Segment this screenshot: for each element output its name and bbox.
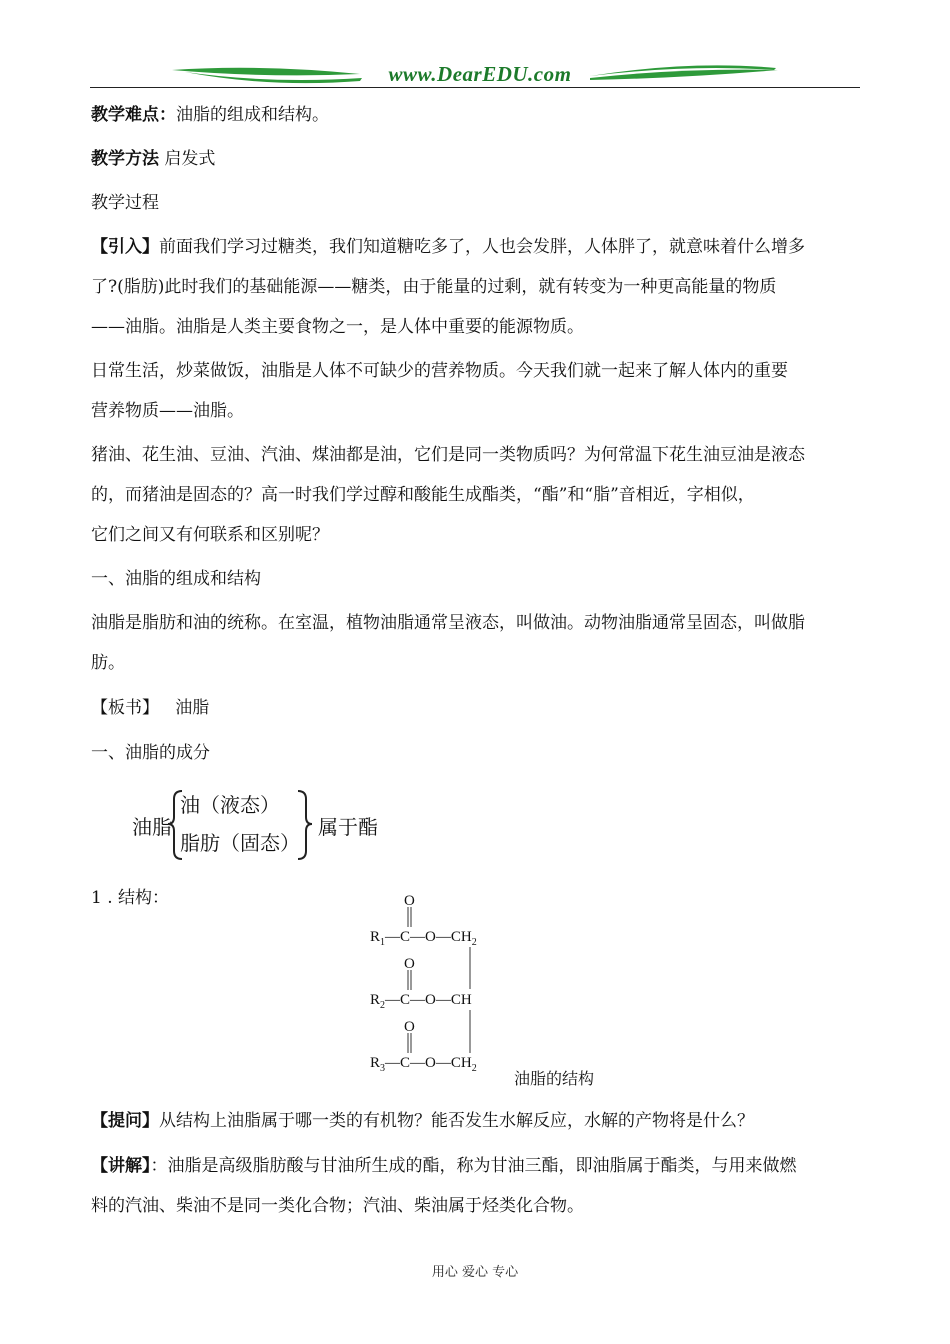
diagram-fat-label: 脂肪（固态） xyxy=(180,831,300,855)
o-atom-3: O xyxy=(404,1019,415,1035)
difficulty-label: 教学难点： xyxy=(91,105,176,125)
chain-1: $R_1—C—O—CH_2$ xyxy=(370,929,477,948)
explain-line-1 xyxy=(91,1155,861,1177)
explain-text-1: ：油脂是高级脂肪酸与甘油所生成的酯，称为甘油三酯，即油脂属于酯类，与用来做燃 xyxy=(150,1156,797,1176)
ask-text: 从结构上油脂属于哪一类的有机物？能否发生水解反应，水解的产物将是什么？ xyxy=(159,1111,754,1131)
structure-caption: 油脂的结构 xyxy=(514,1069,595,1088)
definition-line-1: 油脂是脂肪和油的统称。在室温，植物油脂通常呈液态，叫做油。动物油脂通常呈固态，叫做脂 xyxy=(91,613,805,633)
diagram-left-label: 油脂 xyxy=(132,815,172,839)
triglyceride-structure xyxy=(370,893,510,1083)
oil-classification-diagram xyxy=(128,785,388,865)
site-header-banner xyxy=(90,58,860,90)
daily-line-2: 营养物质——油脂。 xyxy=(91,401,244,421)
question-line-1: 猪油、花生油、豆油、汽油、煤油都是油，它们是同一类物质吗？为何常温下花生油豆油是液态 xyxy=(91,445,805,465)
header-divider xyxy=(90,87,860,88)
explain-tag: 【讲解】 xyxy=(91,1156,151,1176)
intro-line-1 xyxy=(91,236,861,258)
section-1b-heading: 一、油脂的成分 xyxy=(91,743,210,763)
question-line-3: 它们之间又有何联系和区别呢？ xyxy=(91,525,329,545)
structure-label: 1 . 结构： xyxy=(91,888,170,908)
intro-text-1: 前面我们学习过糖类，我们知道糖吃多了，人也会发胖，人体胖了，就意味着什么增多 xyxy=(159,237,805,257)
teaching-process-heading: 教学过程 xyxy=(91,193,159,213)
method-text: 启发式 xyxy=(159,149,216,169)
section-1-heading: 一、油脂的组成和结构 xyxy=(91,569,261,589)
question-paragraph xyxy=(91,1110,861,1132)
explain-line-2: 料的汽油、柴油不是同一类化合物；汽油、柴油属于烃类化合物。 xyxy=(91,1196,584,1216)
o-atom-2: O xyxy=(404,956,415,972)
question-line-2: 的，而猪油是固态的？高一时我们学过醇和酸能生成酯类，“酯”和“脂”音相近，字相似， xyxy=(91,485,755,505)
page-footer: 用心 爱心 专心 xyxy=(431,1265,519,1280)
method-label: 教学方法 xyxy=(91,149,159,169)
ask-tag: 【提问】 xyxy=(91,1111,159,1131)
teaching-method xyxy=(91,148,861,170)
site-name: www.DearEDU.com xyxy=(388,62,572,86)
diagram-ester-label: 属于酯 xyxy=(318,815,378,839)
o-atom-1: O xyxy=(404,893,415,909)
teaching-difficulty xyxy=(91,104,861,126)
chain-2: $R_2—C—O—CH$ xyxy=(370,992,472,1011)
diagram-oil-label: 油（液态） xyxy=(180,793,280,817)
intro-line-3: ——油脂。油脂是人类主要食物之一，是人体中重要的能源物质。 xyxy=(91,317,584,337)
daily-line-1: 日常生活，炒菜做饭，油脂是人体不可缺少的营养物质。今天我们就一起来了解人体内的重要 xyxy=(91,361,788,381)
difficulty-text: 油脂的组成和结构。 xyxy=(176,105,329,125)
intro-line-2: 了?(脂肪)此时我们的基础能源——糖类，由于能量的过剩，就有转变为一种更高能量的物质 xyxy=(91,277,777,297)
chain-3: $R_3—C—O—CH_2$ xyxy=(370,1055,477,1074)
board-line: 【板书】 油脂 xyxy=(91,698,210,718)
intro-tag: 【引入】 xyxy=(91,237,159,257)
definition-line-2: 肪。 xyxy=(91,653,125,673)
